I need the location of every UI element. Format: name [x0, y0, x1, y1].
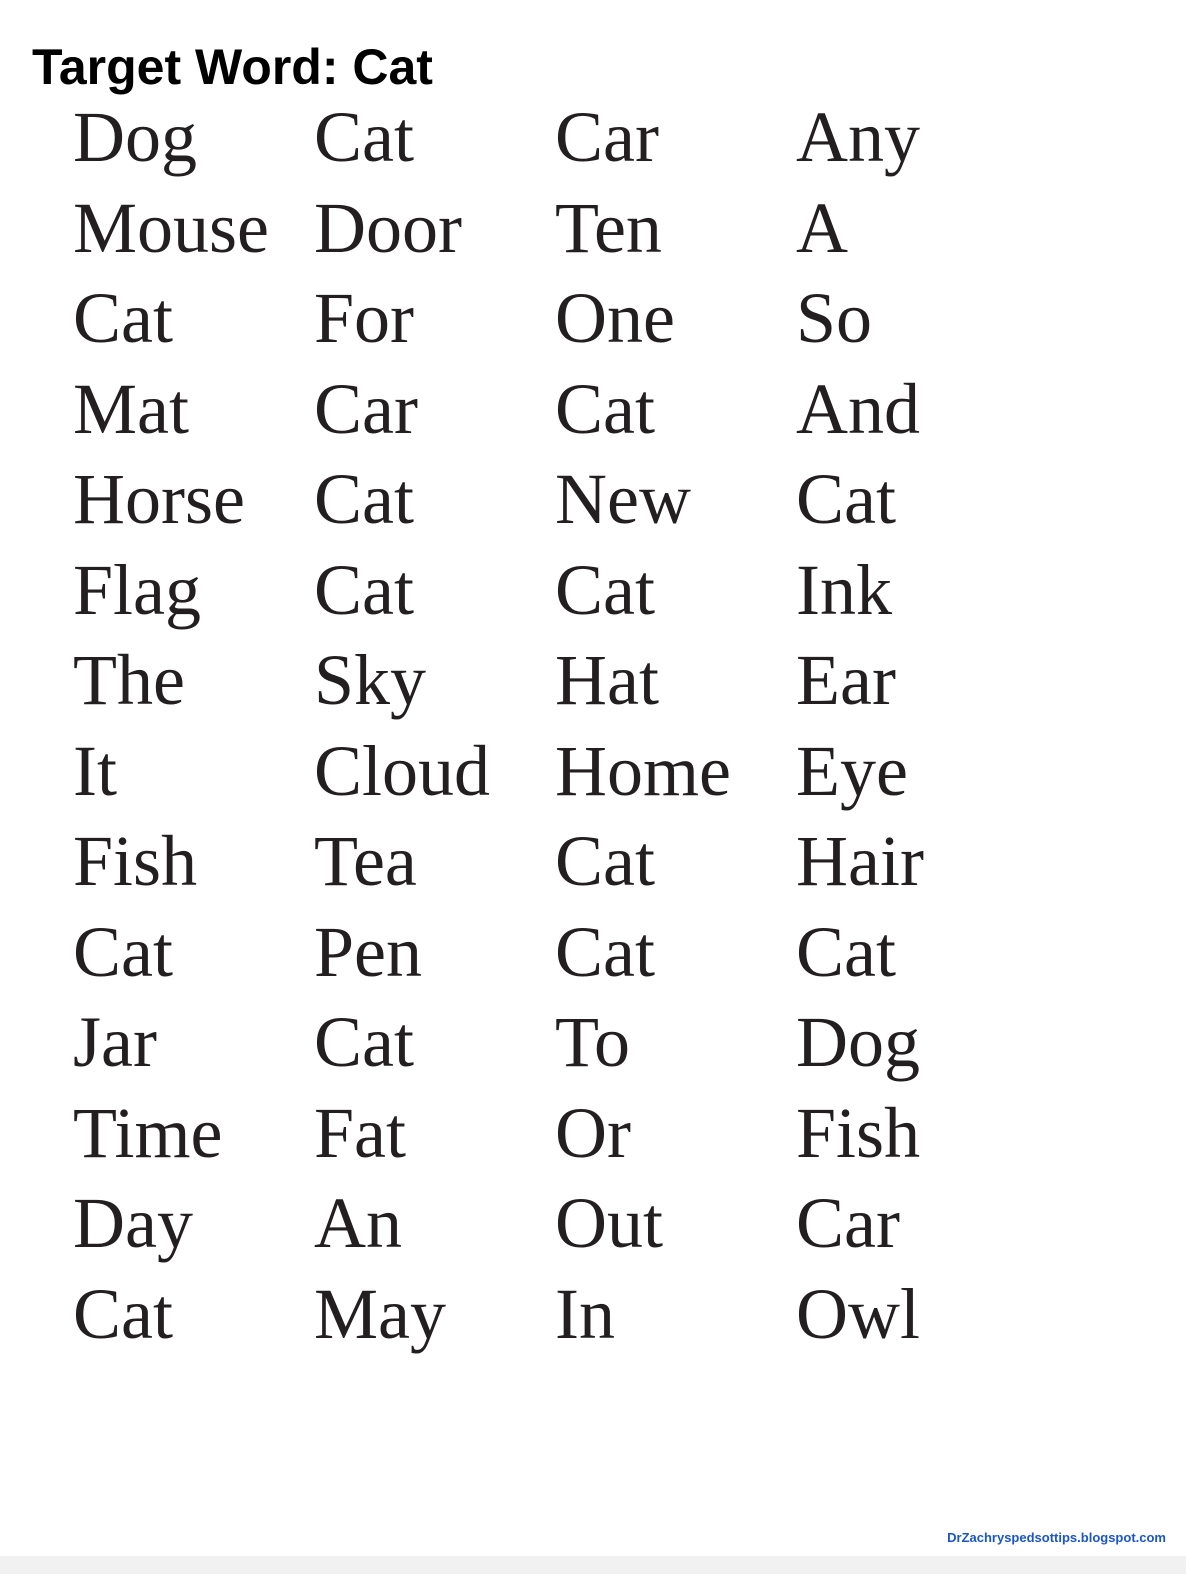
page-title: Target Word: Cat [32, 39, 433, 95]
word-item: Ear [796, 640, 896, 720]
word-item: Cat [555, 821, 655, 901]
word-item: Eye [796, 730, 908, 811]
word-item: New [555, 459, 691, 539]
word-item: Hair [796, 821, 924, 901]
word-item: Fish [796, 1092, 921, 1173]
word-item: An [314, 1183, 402, 1263]
word-item: And [796, 368, 920, 449]
word-item: Cat [73, 1273, 173, 1354]
word-item: Any [796, 97, 920, 177]
word-item: Cat [314, 549, 414, 630]
word-item: Fish [73, 821, 198, 901]
word-item: Mat [73, 368, 189, 449]
word-item: Or [555, 1092, 631, 1173]
word-item: So [796, 278, 873, 358]
bottom-strip [0, 1556, 1186, 1574]
word-item: Cat [555, 911, 655, 992]
word-item: Pen [314, 911, 422, 992]
word-item: Jar [73, 1002, 157, 1082]
word-item: Ten [555, 187, 662, 268]
word-item: Cat [314, 1002, 414, 1082]
word-item: Cat [73, 911, 173, 992]
word-item: Cat [314, 459, 414, 539]
word-item: Owl [796, 1273, 920, 1354]
word-item: Tea [314, 821, 417, 901]
word-item: Car [314, 368, 418, 449]
word-item: Ink [796, 549, 892, 630]
word-item: Door [314, 187, 462, 268]
word-item: Dog [73, 97, 197, 177]
word-item: Hat [555, 640, 659, 720]
word-item: Cat [555, 549, 655, 630]
word-item: Cloud [314, 730, 491, 811]
word-item: One [555, 278, 675, 358]
word-item: Out [555, 1183, 663, 1263]
word-item: In [555, 1273, 615, 1354]
word-item: Cat [73, 278, 173, 358]
word-item: To [555, 1002, 630, 1082]
word-item: Car [555, 97, 659, 177]
word-item: Cat [796, 911, 896, 992]
word-item: Flag [73, 549, 202, 630]
word-item: Sky [314, 640, 427, 720]
word-item: Cat [314, 97, 414, 177]
word-item: Dog [796, 1002, 920, 1082]
word-item: Home [555, 730, 731, 811]
word-item: Time [73, 1092, 223, 1173]
word-item: Horse [73, 459, 245, 539]
word-item: It [73, 730, 117, 811]
word-item: Mouse [73, 187, 269, 268]
word-item: The [73, 640, 185, 720]
word-item: Cat [555, 368, 655, 449]
word-item: Fat [314, 1092, 407, 1173]
word-item: For [314, 278, 415, 358]
word-item: A [796, 187, 848, 268]
word-item: Car [796, 1183, 900, 1263]
blog-link[interactable]: DrZachryspedsottips.blogspot.com [947, 1530, 1166, 1545]
word-item: May [314, 1273, 446, 1354]
word-item: Cat [796, 459, 896, 539]
word-item: Day [73, 1183, 193, 1263]
word-grid [73, 92, 1053, 1359]
